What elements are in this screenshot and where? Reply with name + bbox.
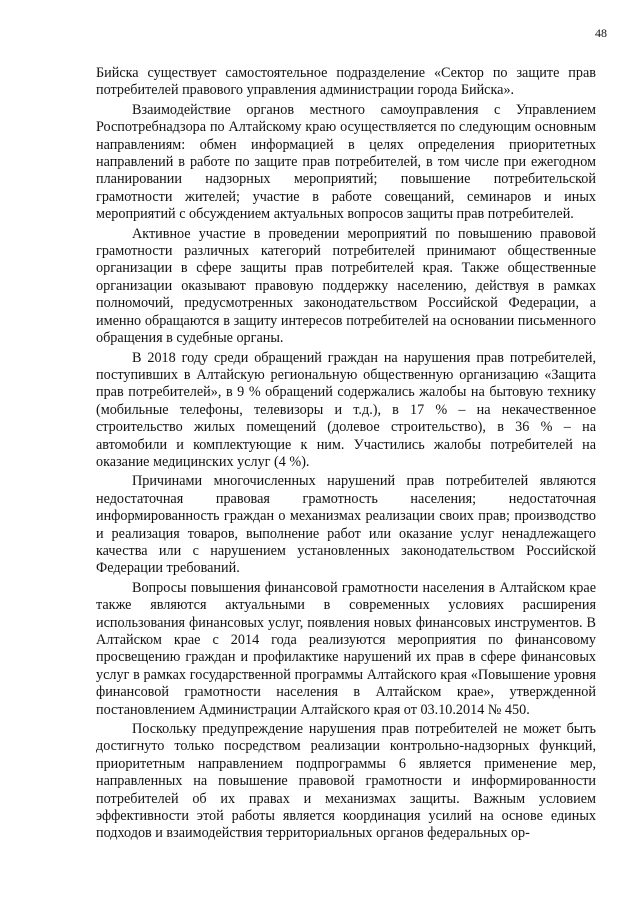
document-body: [96, 65, 596, 843]
paragraph-cooperation: Взаимодействие органов местного самоуправления с Управлением Роспотребнадзора по Алтайскому краю осуществляется по следующим основным направлениям: обмен информацией в целях определения приоритетных направлений в работе по защите прав потребителей, в том числе при ежегодном планировании надзорных мероприятий; повышение потребительской грамотности жителей; участие в работе совещаний, семинаров и иных мероприятий с обсуждением актуальных вопросов защиты прав потребителей.: [96, 101, 596, 223]
paragraph-2018-complaints: В 2018 году среди обращений граждан на нарушения прав потребителей, поступивших в Алтайскую региональную общественную организацию «Защита прав потребителей», в 9 % обращений содержались жалобы на бытовую технику (мобильные телефоны, телевизоры и т.д.), в 17 % – на некачественное строительство жилых помещений (долевое строительство), в 36 % – на автомобили и комплектующие к ним. Участились жалобы потребителей на оказание медицинских услуг (4 %).: [96, 349, 596, 470]
paragraph-financial-literacy: Вопросы повышения финансовой грамотности населения в Алтайском крае также являются актуальными в современных условиях расширения использования финансовых услуг, появления новых финансовых инструментов. В Алтайском крае с 2014 года реализуются мероприятия по финансовому просвещению граждан и профилактике нарушений их прав в сфере финансовых услуг в рамках государственной программы Алтайского края «Повышение уровня финансовой грамотности населения в Алтайском крае», утвержденной постановлением Администрации Алтайского края от 03.10.2014 № 450.: [96, 579, 596, 718]
page-number: 48: [595, 26, 607, 40]
paragraph-continuation: Бийска существует самостоятельное подразделение «Сектор по защите прав потребителей правового управления администрации города Бийска».: [96, 65, 596, 99]
paragraph-public-organizations: Активное участие в проведении мероприятий по повышению правовой грамотности различных категорий потребителей принимают общественные организации в сфере защиты прав потребителей края. Также общественные организации оказывают правовую поддержку населению, действуя в рамках полномочий, предусмотренных законодательством Российской Федерации, а именно обращаются в защиту интересов потребителей на основании письменного обращения в судебные органы.: [96, 225, 596, 347]
paragraph-prevention: Поскольку предупреждение нарушения прав потребителей не может быть достигнуто только посредством реализации контрольно-надзорных функций, приоритетным направлением подпрограммы 6 является применение мер, направленных на повышение правовой грамотности и информированности потребителей об их правах и механизмах защиты. Важным условием эффективности этой работы является координация усилий на основе единых подходов и взаимодействия территориальных органов федеральных ор-: [96, 721, 596, 842]
paragraph-violation-causes: Причинами многочисленных нарушений прав потребителей являются недостаточная правовая грамотность населения; недостаточная информированность граждан о механизмах реализации своих прав; производство и реализация товаров, выполнение работ или оказание услуг ненадлежащего качества или с нарушением установленных законодательством Российской Федерации требований.: [96, 473, 596, 577]
